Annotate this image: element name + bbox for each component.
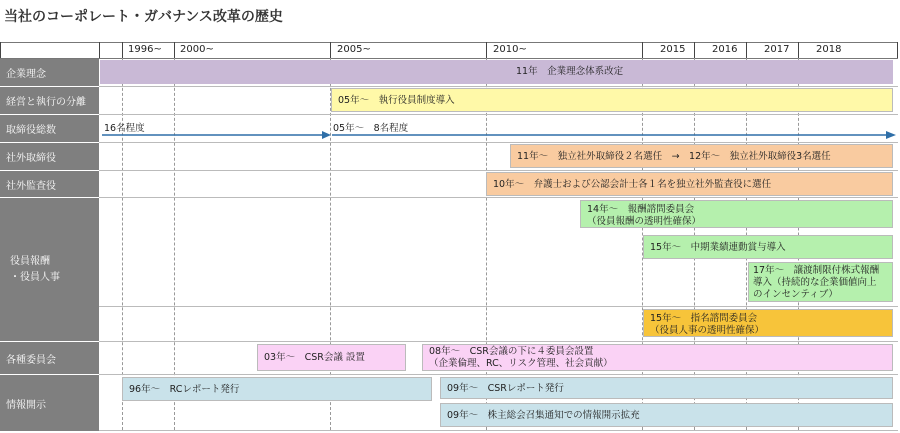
header-divider — [99, 42, 100, 58]
stock-compensation-line2: 導入（持続的な企業価値向上 — [753, 277, 877, 288]
row-label-compensation — [0, 198, 99, 342]
compensation-committee-event — [580, 200, 893, 228]
period-2018: 2018 — [816, 44, 842, 55]
header-divider — [122, 42, 123, 58]
row-separator — [99, 114, 898, 115]
compensation-committee-line2: （役員報酬の透明性確保） — [587, 216, 702, 227]
rc-report-event: 96年～ RCレポート発行 — [122, 377, 432, 401]
stock-compensation-line3: のインセンティブ） — [753, 289, 838, 300]
row-label-outside-auditors: 社外監査役 — [0, 171, 99, 198]
stock-compensation-event — [748, 262, 893, 302]
period-2015: 2015 — [660, 44, 686, 55]
row-label-philosophy: 企業理念 — [0, 59, 99, 87]
row-label-separation: 経営と執行の分離 — [0, 87, 99, 115]
csr-committees-line2: （企業倫理、RC、リスク管理、社会貢献） — [429, 358, 613, 369]
row-label-outside-directors: 社外取締役 — [0, 143, 99, 171]
header-divider — [694, 42, 695, 58]
row-separator — [99, 197, 898, 198]
row-separator — [99, 170, 898, 171]
row-label-compensation-line1: 役員報酬 — [10, 255, 50, 267]
nomination-committee-line2: （役員人事の透明性確保） — [650, 325, 765, 336]
notice-disclosure-event: 09年～ 株主総会召集通知での情報開示拡充 — [440, 403, 893, 427]
separation-event: 05年～ 執行役員制度導入 — [331, 88, 893, 112]
row-label-board-size: 取締役総数 — [0, 115, 99, 143]
header-bottom-border — [0, 58, 898, 59]
philosophy-event: 11年 企業理念体系改定 — [510, 60, 893, 84]
nomination-committee-event — [643, 309, 893, 337]
row-separator — [99, 341, 898, 342]
header-divider — [0, 42, 1, 58]
header-divider — [174, 42, 175, 58]
row-separator — [99, 86, 898, 87]
period-1996: 1996~ — [128, 44, 162, 55]
board-size-start: 16名程度 — [104, 123, 145, 134]
outside-directors-event: 11年～ 独立社外取締役２名選任 → 12年～ 独立社外取締役3名選任 — [510, 144, 893, 168]
row-label-committees: 各種委員会 — [0, 342, 99, 375]
row-label-compensation-line2: ・役員人事 — [10, 271, 60, 283]
header-divider — [746, 42, 747, 58]
header-divider — [798, 42, 799, 58]
period-2000: 2000~ — [180, 44, 214, 55]
period-2016: 2016 — [712, 44, 738, 55]
csr-committees-line1: 08年～ CSR会議の下に４委員会設置 — [429, 346, 594, 357]
csr-committees-event — [422, 344, 893, 371]
stock-compensation-line1: 17年～ 譲渡制限付株式報酬 — [753, 265, 880, 276]
period-2010: 2010~ — [493, 44, 527, 55]
header-divider — [642, 42, 643, 58]
header-divider — [486, 42, 487, 58]
row-separator — [99, 374, 898, 375]
board-size-change: 05年～ 8名程度 — [333, 123, 409, 134]
philosophy-bar — [100, 60, 510, 84]
row-separator — [99, 142, 898, 143]
csr-meeting-event: 03年～ CSR会議 設置 — [257, 344, 406, 371]
header-divider — [330, 42, 331, 58]
header-divider — [897, 42, 898, 58]
compensation-subrow-separator — [99, 306, 898, 307]
midterm-bonus-event: 15年～ 中期業績連動賞与導入 — [643, 235, 893, 259]
csr-report-event: 09年～ CSRレポート発行 — [440, 377, 893, 399]
row-label-disclosure: 情報開示 — [0, 375, 99, 431]
outside-auditors-event: 10年～ 弁護士および公認会計士各１名を独立社外監査役に選任 — [486, 172, 893, 196]
compensation-committee-line1: 14年～ 報酬諮問委員会 — [587, 204, 695, 215]
period-2005: 2005~ — [337, 44, 371, 55]
row-separator — [99, 430, 898, 431]
period-2017: 2017 — [764, 44, 790, 55]
nomination-committee-line1: 15年～ 指名諮問委員会 — [650, 313, 758, 324]
board-size-arrow — [100, 130, 898, 140]
page-title: 当社のコーポレート・ガバナンス改革の歴史 — [4, 9, 283, 25]
